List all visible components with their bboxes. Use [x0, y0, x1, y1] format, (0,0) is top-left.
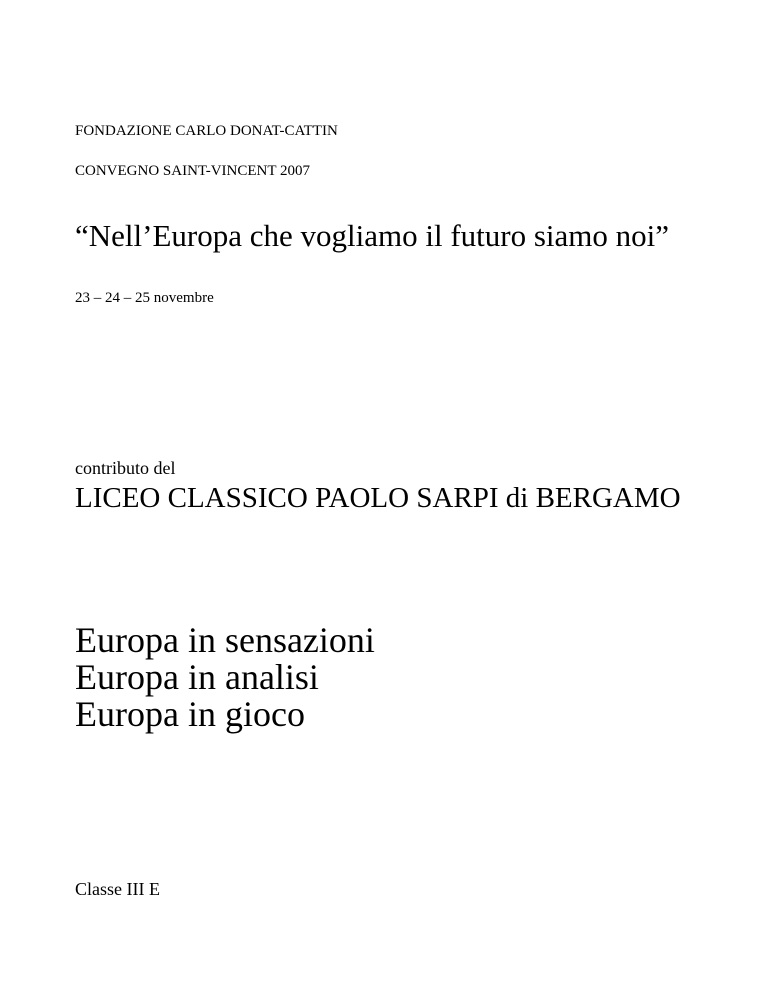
school-name: LICEO CLASSICO PAOLO SARPI di BERGAMO	[75, 482, 681, 514]
topic-game: Europa in gioco	[75, 694, 305, 734]
foundation-name: FONDAZIONE CARLO DONAT-CATTIN	[75, 123, 338, 139]
class-label: Classe III E	[75, 879, 160, 899]
convention-name: CONVEGNO SAINT-VINCENT 2007	[75, 163, 310, 179]
topic-sensations: Europa in sensazioni	[75, 620, 375, 660]
contribution-intro: contributo del	[75, 458, 176, 478]
event-title: “Nell’Europa che vogliamo il futuro siamo noi”	[75, 218, 669, 253]
topic-analysis: Europa in analisi	[75, 657, 319, 697]
event-dates: 23 – 24 – 25 novembre	[75, 290, 214, 306]
